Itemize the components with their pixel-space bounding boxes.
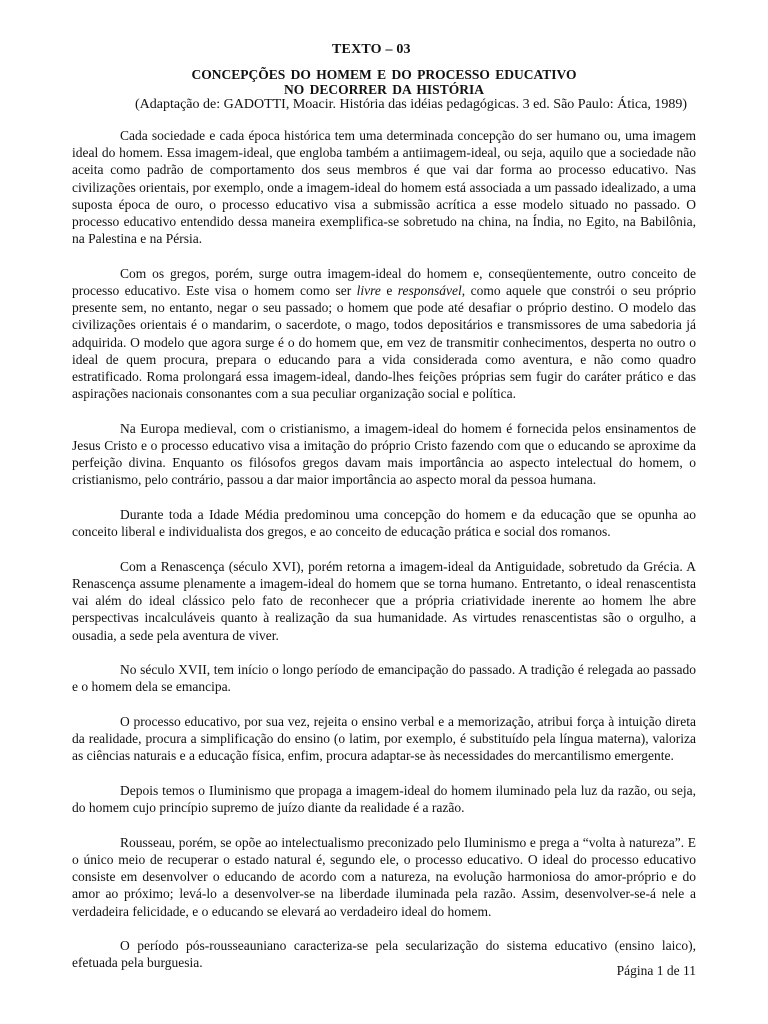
paragraph-2-conjunction: e [380, 283, 398, 299]
document-body [72, 127, 696, 989]
paragraph-2 [72, 265, 696, 403]
paragraph-8: Depois temos o Iluminismo que propaga a imagem-ideal do homem iluminado pela luz da razão, ou seja, do homem cujo princípio supremo de juízo diante da realidade é a razão. [72, 783, 696, 816]
page-number: Página 1 de 11 [616, 963, 696, 978]
paragraph-2-text-end: , como aquele que constrói o seu próprio presente sem, no entanto, negar o seu passado; o homem que pode até desafiar o próprio destino. O modelo das civilizações orientais é o mandarim, o sacerdote, o mago, todos depositários e transmissores de uma sabedoria já adquirida. O modelo que agora surge é o do homem que, em vez de transmitir conhecimentos, desperta no outro o ideal de quem procura, prepara o educando para a vida considerada como aventura, e não como quadro estratificado. Roma prolongará essa imagem-ideal, dando-lhes feições próprias sem fugir do caráter prático e das aspirações nacionais consonantes com a sua peculiar organização social e política. [72, 283, 696, 402]
document-subtitle-line-2: NO DECORRER DA HISTÓRIA [284, 82, 484, 97]
paragraph-3: Na Europa medieval, com o cristianismo, a imagem-ideal do homem é fornecida pelos ensinamentos de Jesus Cristo e o processo educativo visa a imitação do próprio Cristo fazendo com que o educando se aproxime da perfeição divina. Enquanto os filósofos gregos davam mais importância ao aspecto intelectual do homem, o cristianismo, pelo contrário, passou a dar maior importância ao aspecto moral da pessoa humana. [72, 420, 696, 488]
document-subtitle-line-1: CONCEPÇÕES DO HOMEM E DO PROCESSO EDUCATIVO [191, 67, 577, 82]
paragraph-4: Durante toda a Idade Média predominou uma concepção do homem e da educação que se opunha ao conceito liberal e individualista dos gregos, e ao conceito de educação prática e social dos romanos. [72, 507, 696, 540]
paragraph-6: No século XVII, tem início o longo período de emancipação do passado. A tradição é relegada ao passado e o homem dela se emancipa. [72, 662, 696, 695]
paragraph-10: O período pós-rousseauniano caracteriza-se pela secularização do sistema educativo (ensino laico), efetuada pela burguesia. [72, 938, 696, 971]
document-title: TEXTO – 03 [332, 42, 411, 57]
paragraph-5: Com a Renascença (século XVI), porém retorna a imagem-ideal da Antiguidade, sobretudo da Grécia. A Renascença assume plenamente a imagem-ideal do homem que se torna humano. Entretanto, o ideal renascentista vai além do ideal clássico pelo fato de reconhecer que a própria criatividade inerente ao homem lhe abre perspectivas incalculáveis quanto à realização da sua humanidade. As virtudes renascentistas são o orgulho, a ousadia, a sede pela aventura de viver. [72, 558, 696, 643]
paragraph-9: Rousseau, porém, se opõe ao intelectualismo preconizado pelo Iluminismo e prega a “volta à natureza”. E o único meio de recuperar o estado natural é, segundo ele, o processo educativo. O ideal do processo educativo consiste em desenvolver o educando de acordo com a natureza, na evolução harmoniosa do amor-próprio e do amor ao próximo; levá-lo a desenvolver-se na liberdade iluminada pela razão. Assim, desenvolver-se-á nele a verdadeira felicidade, e o educando se elevará ao verdadeiro ideal do homem. [72, 834, 696, 919]
paragraph-7: O processo educativo, por sua vez, rejeita o ensino verbal e a memorização, atribui força à intuição direta da realidade, procura a simplificação do ensino (o latim, por exemplo, é substituído pela língua materna), valoriza as ciências naturais e a educação física, enfim, procura adaptar-se às necessidades do mercantilismo emergente. [72, 714, 696, 764]
emphasis-livre: livre [356, 283, 381, 299]
source-citation: (Adaptação de: GADOTTI, Moacir. História das idéias pedagógicas. 3 ed. São Paulo: Ática, 1989) [135, 97, 688, 112]
emphasis-responsavel: responsável [397, 283, 462, 299]
paragraph-2-text-start: Com os gregos, porém, surge outra imagem-ideal do homem e, conseqüentemente, outro conceito de processo educativo. Este visa o homem como ser [72, 265, 696, 299]
paragraph-1: Cada sociedade e cada época histórica tem uma determinada concepção do ser humano ou, uma imagem ideal do homem. Essa imagem-ideal, que engloba também a antiimagem-ideal, ou seja, aquilo que a sociedade não aceita como padrão de comportamento dos seus membros é que vai dar forma ao processo educativo. Nas civilizações orientais, por exemplo, onde a imagem-ideal do homem está associada a um passado idealizado, a uma suposta época de ouro, o processo educativo visa a submissão acrítica a esse modelo situado no passado. O processo educativo entendido dessa maneira exemplifica-se sobretudo na china, na Índia, no Egito, na Babilônia, na Palestina e na Pérsia. [72, 128, 696, 247]
